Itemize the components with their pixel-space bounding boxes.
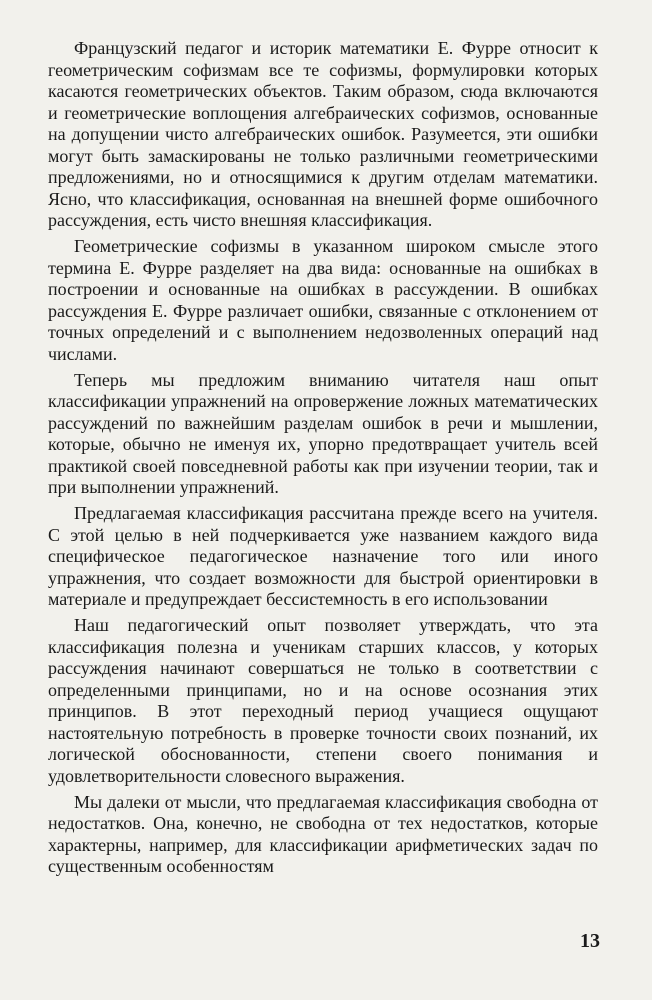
paragraph-3: Теперь мы предложим вниманию читателя наш опыт классификации упражнений на опровержение ложных математических рассуждений по важнейшим разделам ошибок в речи и мышлении, которые, обычно не именуя их, упорно предотвращает учитель всей практикой своей повседневной работы как при изучении теории, так и при выполнении упражнений. <box>48 369 598 497</box>
paragraph-4: Предлагаемая классификация рассчитана прежде всего на учителя. С этой целью в ней подчеркивается уже названием каждого вида специфическое педагогическое назначение того или иного упражнения, что создает возможности для быстрой ориентировки в материале и предупреждает бессистемность в его использовании <box>48 503 598 609</box>
paragraph-2: Геометрические софизмы в указанном широком смысле этого термина Е. Фурре разделяет на два вида: основанные на ошибках в построении и основанные на ошибках в рассуждении. В ошибках рассуждения Е. Фурре различает ошибки, связанные с отклонением от точных определений и с выполнением недозволенных операций над числами. <box>48 236 598 364</box>
body-text <box>48 38 598 882</box>
page-number: 13 <box>580 930 600 952</box>
paragraph-6: Мы далеки от мысли, что предлагаемая классификация свободна от недостатков. Она, конечно, не свободна от тех недостатков, которые характерны, например, для классификации арифметических задач по существенным особенностям <box>48 791 598 876</box>
paragraph-1: Французский педагог и историк математики Е. Фурре относит к геометрическим софизмам все те софизмы, формулировки которых касаются геометрических объектов. Таким образом, сюда включаются и геометрические воплощения алгебраических софизмов, основанные на допущении чисто алгебраических ошибок. Разумеется, эти ошибки могут быть замаскированы не только различными геометрическими предложениями, но и относящимися к другим отделам математики. Ясно, что классификация, основанная на внешней форме ошибочного рассуждения, есть чисто внешняя классификация. <box>48 38 598 230</box>
paragraph-5: Наш педагогический опыт позволяет утверждать, что эта классификация полезна и ученикам старших классов, у которых рассуждения начинают совершаться не только в соответствии с определенными принципами, но и на основе осознания этих принципов. В этот переходный период учащиеся ощущают настоятельную потребность в проверке точности своих познаний, их логической обоснованности, степени своего понимания и удовлетворительности словесного выражения. <box>48 615 598 786</box>
